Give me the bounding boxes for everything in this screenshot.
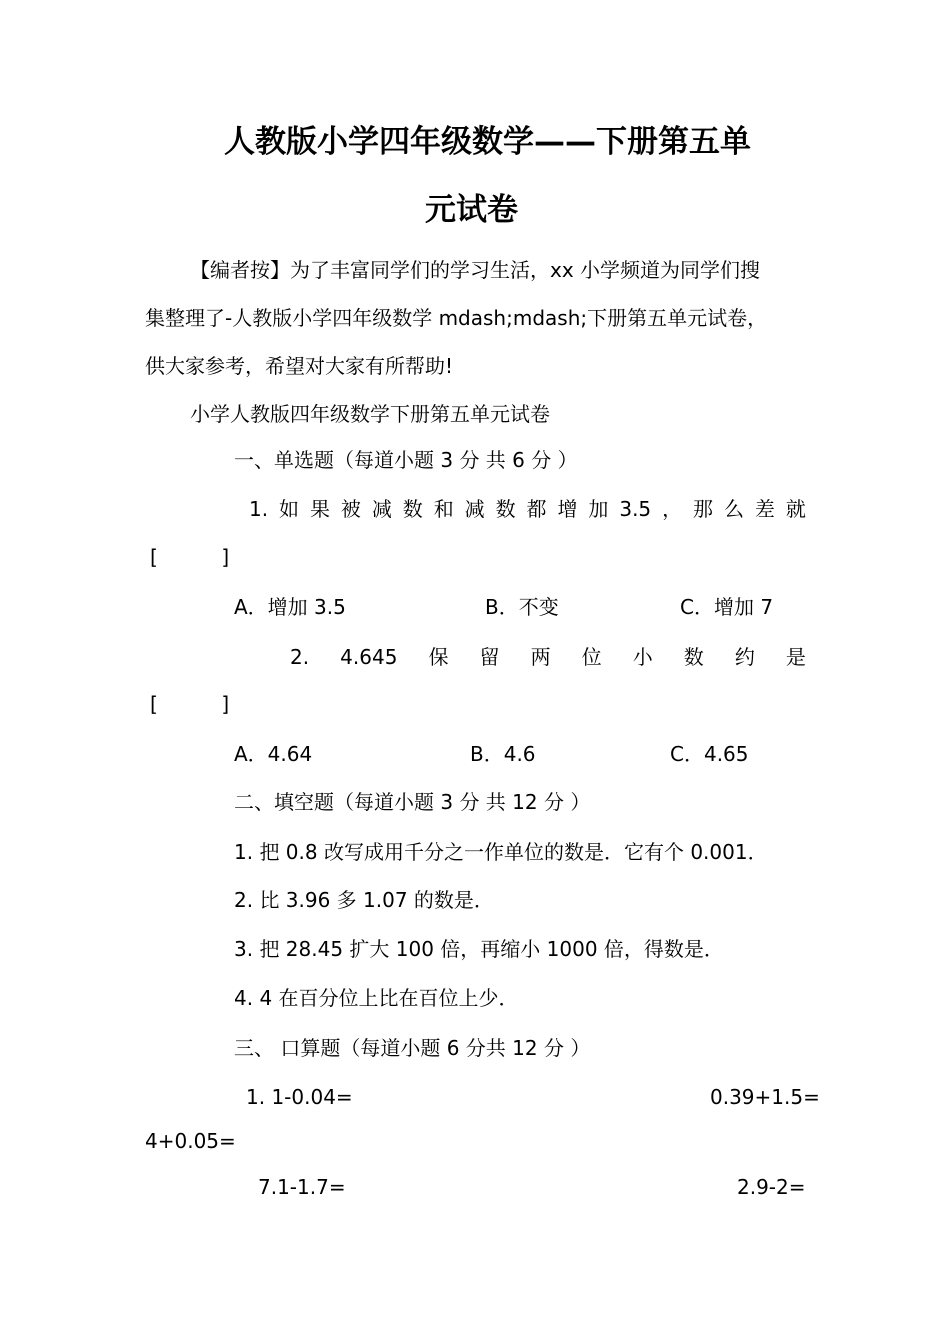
document-title-line1: 人教版小学四年级数学——下册第五单 bbox=[224, 124, 751, 160]
question-2-option-b: B．4.6 bbox=[470, 742, 536, 766]
question-1-token: 差 bbox=[754, 497, 775, 521]
mental-math-row2-right: 2.9-2= bbox=[737, 1175, 806, 1199]
question-1-token: 增 bbox=[557, 497, 578, 521]
question-2-token: 4.645 bbox=[340, 645, 398, 669]
question-1-token: 和 bbox=[433, 497, 454, 521]
question-2-token: 小 bbox=[632, 645, 653, 669]
question-1-token: 就 bbox=[785, 497, 806, 521]
question-2-token: 保 bbox=[428, 645, 449, 669]
question-1-token: 果 bbox=[309, 497, 330, 521]
mental-math-row2-left: 7.1-1.7= bbox=[258, 1175, 346, 1199]
intro-line-3: 供大家参考，希望对大家有所帮助! bbox=[145, 354, 454, 378]
question-1-token: 加 bbox=[588, 497, 609, 521]
question-1-answer-bracket: [ ] bbox=[150, 545, 230, 569]
mental-math-row1-left: 1. 1-0.04= bbox=[246, 1085, 353, 1109]
question-1-token: 数 bbox=[402, 497, 423, 521]
section1-heading: 一、单选题（每道小题 3 分 共 6 分 ） bbox=[234, 448, 578, 472]
question-1-token: 如 bbox=[279, 497, 300, 521]
question-2-token: 两 bbox=[530, 645, 551, 669]
question-1-token: 都 bbox=[526, 497, 547, 521]
fill-blank-item-4: 4. 4 在百分位上比在百位上少． bbox=[234, 986, 519, 1010]
question-1-option-b: B．不变 bbox=[485, 595, 559, 619]
question-2-token: 是 bbox=[785, 645, 806, 669]
fill-blank-item-2: 2. 比 3.96 多 1.07 的数是． bbox=[234, 888, 494, 912]
fill-blank-item-3: 3. 把 28.45 扩大 100 倍，再缩小 1000 倍，得数是． bbox=[234, 937, 724, 961]
question-1-text bbox=[249, 495, 806, 523]
question-2-token: 2. bbox=[290, 645, 310, 669]
question-2-answer-bracket: [ ] bbox=[150, 692, 230, 716]
question-1-option-a: A．增加 3.5 bbox=[234, 595, 346, 619]
fill-blank-item-1: 1. 把 0.8 改写成用千分之一作单位的数是．它有个 0.001． bbox=[234, 840, 768, 864]
question-1-token: 么 bbox=[723, 497, 744, 521]
section2-heading: 二、填空题（每道小题 3 分 共 12 分 ） bbox=[234, 790, 591, 814]
question-1-token: 减 bbox=[464, 497, 485, 521]
question-2-token: 留 bbox=[479, 645, 500, 669]
mental-math-row1-wrap: 4+0.05= bbox=[145, 1129, 236, 1153]
question-1-token: 数 bbox=[495, 497, 516, 521]
question-2-token: 位 bbox=[581, 645, 602, 669]
document-title-line2: 元试卷 bbox=[425, 192, 518, 228]
exam-subtitle: 小学人教版四年级数学下册第五单元试卷 bbox=[190, 402, 550, 426]
question-1-token: 1. bbox=[249, 497, 269, 521]
question-2-token: 约 bbox=[734, 645, 755, 669]
question-1-option-c: C．增加 7 bbox=[680, 595, 774, 619]
intro-line-1: 【编者按】为了丰富同学们的学习生活，xx 小学频道为同学们搜 bbox=[190, 258, 761, 282]
question-2-token: 数 bbox=[683, 645, 704, 669]
question-1-token: 被 bbox=[340, 497, 361, 521]
question-1-token: 减 bbox=[371, 497, 392, 521]
mental-math-row1-right: 0.39+1.5= bbox=[710, 1085, 820, 1109]
question-1-token: ， bbox=[662, 497, 683, 521]
section3-heading: 三、 口算题（每道小题 6 分共 12 分 ） bbox=[234, 1036, 591, 1060]
question-2-option-a: A．4.64 bbox=[234, 742, 313, 766]
question-1-token: 3.5 bbox=[619, 497, 652, 521]
question-2-text bbox=[290, 643, 806, 671]
question-2-option-c: C．4.65 bbox=[670, 742, 749, 766]
intro-line-2: 集整理了-人教版小学四年级数学 mdash;mdash;下册第五单元试卷， bbox=[145, 306, 768, 330]
question-1-token: 那 bbox=[693, 497, 714, 521]
